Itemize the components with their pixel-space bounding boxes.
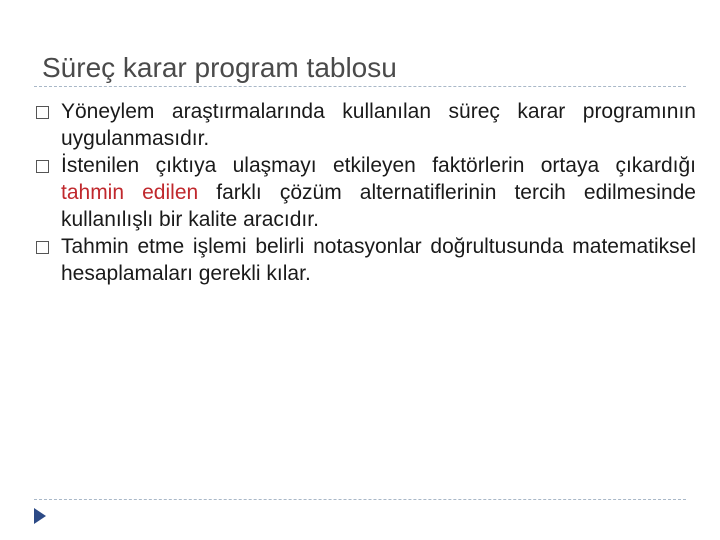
bullet-text-part: İstenilen çıktıya ulaşmayı etkileyen faktörlerin ortaya çıkardığı [61, 154, 696, 177]
title-divider [34, 86, 686, 87]
bullet-list [36, 98, 700, 287]
bullet-item [36, 152, 700, 233]
bullet-text-part: farklı çözüm alternatiflerinin tercih edilmesinde kullanılışlı bir kalite aracıdır. [61, 181, 696, 231]
bullet-text [61, 98, 700, 152]
bullet-item [36, 233, 700, 287]
square-bullet-icon [36, 160, 49, 173]
square-bullet-icon [36, 106, 49, 119]
slide-title: Süreç karar program tablosu [42, 52, 397, 83]
footer-divider [34, 499, 686, 500]
square-bullet-icon [36, 241, 49, 254]
bullet-text-part: Yöneylem araştırmalarında kullanılan süreç karar programının uygulanmasıdır. [61, 100, 696, 150]
bullet-text-part: Tahmin etme işlemi belirli notasyonlar doğrultusunda matematiksel hesaplamaları gerekli kılar. [61, 235, 696, 285]
bullet-text [61, 233, 700, 287]
bullet-item [36, 98, 700, 152]
highlighted-term: tahmin edilen [61, 181, 199, 204]
bullet-text [61, 152, 700, 233]
next-slide-arrow-icon[interactable] [34, 508, 46, 524]
